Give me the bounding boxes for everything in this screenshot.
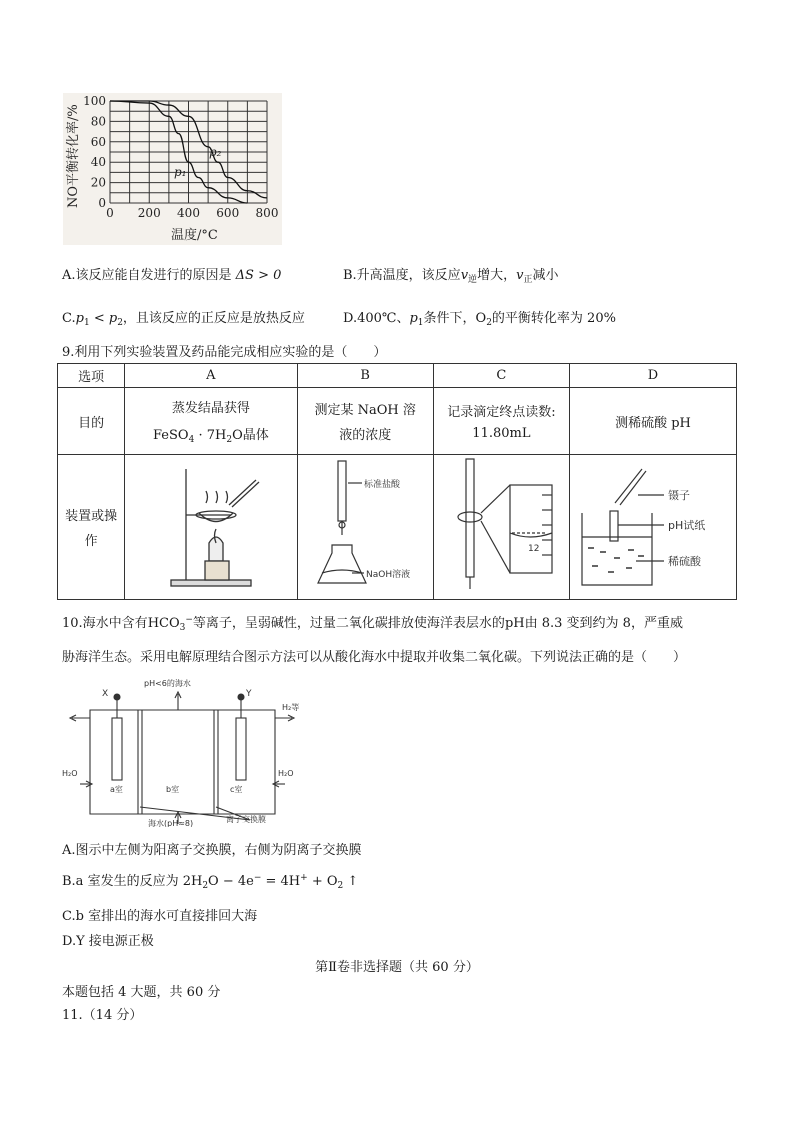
q8-option-c — [62, 307, 305, 328]
q10-option-c: C.b 室排出的海水可直接排回大海 — [62, 909, 258, 924]
q9-device-b — [297, 455, 433, 600]
x-tick-label: 0 — [106, 206, 114, 220]
ph-test-apparatus — [570, 455, 736, 595]
diag-h2o-left: H₂O — [62, 769, 78, 778]
q8-p2-sub: 2 — [117, 318, 123, 328]
evaporation-apparatus — [131, 455, 291, 595]
q9-device-label-line1: 装置或操 — [65, 509, 118, 524]
q10-stem-c: 等离子，呈弱碱性，过量二氧化碳排放使海洋表层水的 — [192, 616, 505, 631]
q11-heading: 11.（14 分） — [62, 1008, 143, 1023]
q9-purpose-a — [125, 388, 297, 455]
q10-option-a: A.图示中左侧为阳离子交换膜，右侧为阴离子交换膜 — [62, 843, 362, 858]
q10-eq-4: + O — [307, 874, 338, 889]
q10-option-b — [62, 870, 358, 891]
q8-d-o2-sub: 2 — [486, 318, 492, 328]
q9-feso4-sub: 4 — [188, 435, 195, 445]
q9-purpose-b-line1: 测定某 NaOH 溶 — [314, 403, 416, 418]
diag-c: c室 — [230, 785, 243, 794]
q9-header-cell: 选项 — [58, 364, 125, 388]
q9-d-label-paper: pH试纸 — [668, 519, 706, 532]
q8-less-than: < — [89, 311, 109, 326]
x-tick-label: 400 — [177, 206, 200, 220]
q9-purpose-d: 测稀硫酸 pH — [570, 388, 737, 455]
electrolysis-diagram — [60, 672, 300, 827]
q9-device-label-line2: 作 — [84, 534, 98, 549]
section-title: 第Ⅱ卷非选择题（共 60 分） — [315, 960, 479, 975]
q9-b-label-naoh: NaOH溶液 — [366, 570, 411, 580]
q8-option-d-mid: 条件下，O — [423, 311, 487, 326]
diag-h2o-right: H₂O — [278, 769, 294, 778]
q9-purpose-a-line2 — [129, 424, 292, 445]
q8-p1-sub: 1 — [83, 318, 90, 328]
q10-eq-sup1: − — [253, 873, 262, 883]
q8-option-c-label: C. — [62, 311, 76, 326]
q8-option-a-text: A.该反应能自发进行的原因是 — [62, 268, 232, 283]
q8-v-forward-sub: 正 — [523, 275, 533, 285]
diag-x: X — [102, 689, 109, 699]
q9-purpose-c — [433, 388, 569, 455]
x-tick-label: 600 — [216, 206, 240, 220]
q8-p1: p — [75, 311, 84, 326]
q9-purpose-a-line1: 蒸发结晶获得 — [171, 401, 250, 416]
q10-eq-sub2: 2 — [337, 881, 344, 891]
q9-table — [57, 363, 737, 600]
titration-apparatus — [302, 455, 428, 595]
burette-reading — [438, 455, 564, 595]
q8-d-p: p — [409, 311, 418, 326]
q10-eq-1: 2H — [182, 874, 203, 889]
q8-option-a-formula: ΔS > 0 — [235, 268, 282, 283]
q8-d-p-sub: 1 — [417, 318, 424, 328]
q10-ph: pH — [504, 616, 525, 631]
chart-label-p2: p₂ — [209, 145, 222, 159]
q8-option-d-text: D.400℃、 — [343, 311, 410, 326]
q10-eq-sup2: + — [300, 873, 308, 883]
diag-h2: H₂等 — [282, 703, 300, 712]
q10-option-b-text: B.a 室发生的反应为 — [62, 874, 183, 889]
y-tick-label: 100 — [83, 94, 106, 108]
q9-device-d — [570, 455, 737, 600]
q9-device-a — [125, 455, 297, 600]
diag-a: a室 — [110, 785, 123, 794]
q9-header-cell: A — [125, 364, 297, 388]
q9-device-row — [58, 455, 737, 600]
y-tick-label: 20 — [90, 175, 106, 190]
q9-header-cell: B — [297, 364, 433, 388]
y-tick-label: 60 — [90, 134, 106, 149]
x-tick-label: 200 — [137, 206, 161, 220]
q9-purpose-row — [58, 388, 737, 455]
q10-stem-e: 由 8.3 变到约为 8，严重威 — [524, 616, 683, 631]
diag-top: pH<6的海水 — [144, 679, 191, 688]
q8-v-reverse: v — [460, 268, 469, 283]
q9-header-cell: D — [570, 364, 737, 388]
chart-ylabel: NO平衡转化率/% — [66, 104, 81, 208]
q9-header-cell: C — [433, 364, 569, 388]
q10-eq-5: ↑ — [343, 874, 359, 889]
q9-stem: 9.利用下列实验装置及药品能完成相应实验的是（ ） — [62, 345, 387, 360]
q9-purpose-b — [297, 388, 433, 455]
chart-xlabel: 温度/°C — [171, 228, 218, 243]
chart-svg — [63, 93, 282, 245]
q8-v-forward: v — [516, 268, 524, 283]
q9-d-label-tweezers: 镊子 — [668, 489, 690, 502]
q9-header-row — [58, 364, 737, 388]
q8-option-d-end: 的平衡转化率为 20% — [491, 311, 616, 326]
q9-device-c — [433, 455, 569, 600]
diag-membrane: 离子交换膜 — [226, 815, 266, 824]
x-tick-label: 800 — [255, 206, 279, 220]
q9-c-label-12: 12 — [528, 544, 540, 554]
q9-crystal: O晶体 — [232, 428, 269, 443]
q10-option-d: D.Y 接电源正极 — [62, 934, 154, 949]
q8-v-reverse-sub: 逆 — [468, 275, 478, 285]
q10-stem-line2: 胁海洋生态。采用电解原理结合图示方法可以从酸化海水中提取并收集二氧化碳。下列说法正确的是（ ） — [62, 650, 687, 665]
q9-d-label-acid: 稀硫酸 — [668, 555, 701, 568]
q8-p2: p — [108, 311, 118, 326]
q9-purpose-label: 目的 — [58, 388, 125, 455]
q10-eq-sub1: 2 — [202, 881, 209, 891]
q10-hco3: HCO — [147, 616, 180, 631]
diag-bottom: 海水(pH≈8) — [148, 819, 194, 827]
y-tick-label: 80 — [90, 114, 106, 129]
q10-stem-a: 10.海水中含有 — [62, 616, 148, 631]
q8-option-b-mid: 增大， — [477, 268, 517, 283]
y-tick-label: 0 — [98, 196, 106, 210]
q9-7h: · 7H — [194, 428, 227, 443]
q10-hco3-sup: − — [185, 615, 193, 625]
q9-feso4: FeSO — [153, 428, 189, 443]
q8-option-c-end: ，且该反应的正反应是放热反应 — [122, 311, 305, 326]
diag-b: b室 — [166, 785, 180, 794]
q10-stem-line1 — [62, 612, 683, 633]
q8-option-d — [343, 307, 616, 328]
q9-purpose-c-line2: 11.80mL — [472, 426, 531, 441]
conversion-chart — [63, 93, 282, 245]
q9-b-label-acid: 标准盐酸 — [364, 480, 401, 490]
q9-device-label — [58, 455, 125, 600]
y-tick-label: 40 — [90, 155, 106, 170]
diag-y: Y — [246, 689, 252, 699]
q10-eq-3: = 4H — [261, 874, 301, 889]
q10-hco3-sub: 3 — [179, 623, 186, 633]
q8-option-b-end: 减小 — [532, 268, 559, 283]
q9-purpose-c-line1: 记录滴定终点读数: — [447, 405, 556, 420]
q8-option-b — [343, 264, 558, 285]
chart-label-p1: p₁ — [174, 165, 187, 179]
q8-option-b-text: B.升高温度，该反应 — [343, 268, 461, 283]
q10-eq-2: O − 4e — [208, 874, 254, 889]
q9-h2-sub: 2 — [226, 435, 233, 445]
q9-purpose-b-line2: 液的浓度 — [339, 428, 392, 443]
q8-option-a — [62, 264, 281, 283]
section-desc: 本题包括 4 大题，共 60 分 — [62, 985, 221, 1000]
